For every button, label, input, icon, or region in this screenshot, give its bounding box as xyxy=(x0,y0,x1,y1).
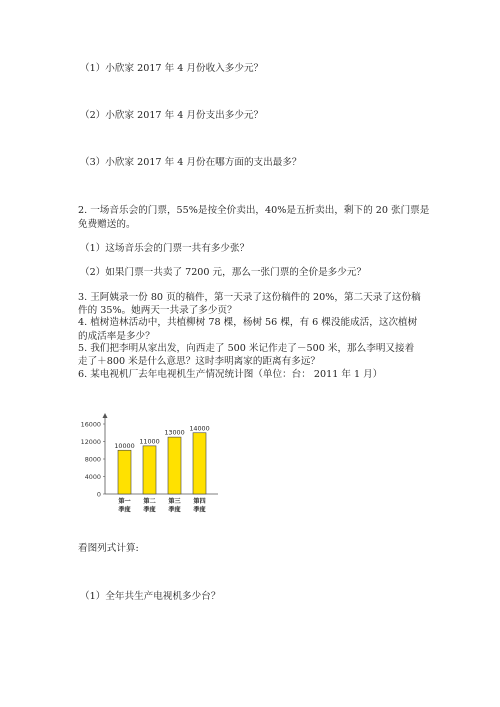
q2-line-2: 免费赠送的。 xyxy=(78,219,136,230)
y-tick-label-4: 16000 xyxy=(80,420,101,429)
data-label-2: 11000 xyxy=(139,437,160,446)
q1-item-2: （2）小欣家 2017 年 4 月份支出多少元？ xyxy=(80,110,264,121)
q5-line-1: 5. 我们把李明从家出发，向西走了 500 米记作走了－500 米，那么李明又接着 xyxy=(78,343,415,354)
bar-1 xyxy=(118,450,131,494)
production-bar-chart xyxy=(70,402,230,524)
data-label-1: 10000 xyxy=(114,441,135,450)
y-tick-label-3: 12000 xyxy=(80,437,101,446)
category-label-2-line-2: 季度 xyxy=(143,506,156,514)
category-label-3-line-1: 第三 xyxy=(168,498,181,505)
y-tick-label-0: 0 xyxy=(96,490,101,499)
bar-2 xyxy=(143,446,156,494)
q2-item-1: （1）这场音乐会的门票一共有多少张？ xyxy=(80,243,250,254)
q2-line-1: 2. 一场音乐会的门票，55%是按全价卖出，40%是五折卖出，剩下的 20 张门票是 xyxy=(78,205,430,216)
q3-line-1: 3. 王阿姨录一份 80 页的稿件，第一天录了这份稿件的 20%，第二天录了这份稿 xyxy=(78,292,421,303)
y-axis-arrow xyxy=(103,413,108,418)
q2-item-2: （2）如果门票一共卖了 7200 元，那么一张门票的全价是多少元？ xyxy=(80,267,367,278)
q5-line-2: 走了＋800 米是什么意思？这时李明离家的距离有多远？ xyxy=(78,356,321,367)
q1-item-3: （3）小欣家 2017 年 4 月份在哪方面的支出最多？ xyxy=(80,157,302,168)
category-label-1-line-2: 季度 xyxy=(118,506,131,514)
q1-item-1: （1）小欣家 2017 年 4 月份收入多少元？ xyxy=(80,63,264,74)
bar-3 xyxy=(168,437,181,494)
q6-item-1: （1）全年共生产电视机多少台？ xyxy=(80,591,221,602)
category-label-2-line-1: 第二 xyxy=(143,498,156,505)
data-label-3: 13000 xyxy=(164,428,185,437)
category-label-1-line-1: 第一 xyxy=(118,498,131,505)
y-tick-label-2: 8000 xyxy=(84,455,101,464)
q4-line-1: 4. 植树造林活动中，共植柳树 78 棵，杨树 56 棵，有 6 棵没能成活，这次植树 xyxy=(78,317,418,328)
category-label-4-line-1: 第四 xyxy=(193,498,206,505)
q3-line-2: 件的 35%。她两天一共录了多少页？ xyxy=(78,305,237,316)
q4-line-2: 的成活率是多少？ xyxy=(78,331,155,342)
q6-instruction: 看图列式计算: xyxy=(78,543,139,554)
category-label-3-line-2: 季度 xyxy=(168,506,181,514)
y-tick-label-1: 4000 xyxy=(84,472,101,481)
category-label-4-line-2: 季度 xyxy=(193,506,206,514)
data-label-4: 14000 xyxy=(189,424,210,433)
bar-4 xyxy=(193,433,206,494)
q6-line-1: 6. 某电视机厂去年电视机生产情况统计图（单位：台： 2011 年 1 月） xyxy=(78,369,383,380)
